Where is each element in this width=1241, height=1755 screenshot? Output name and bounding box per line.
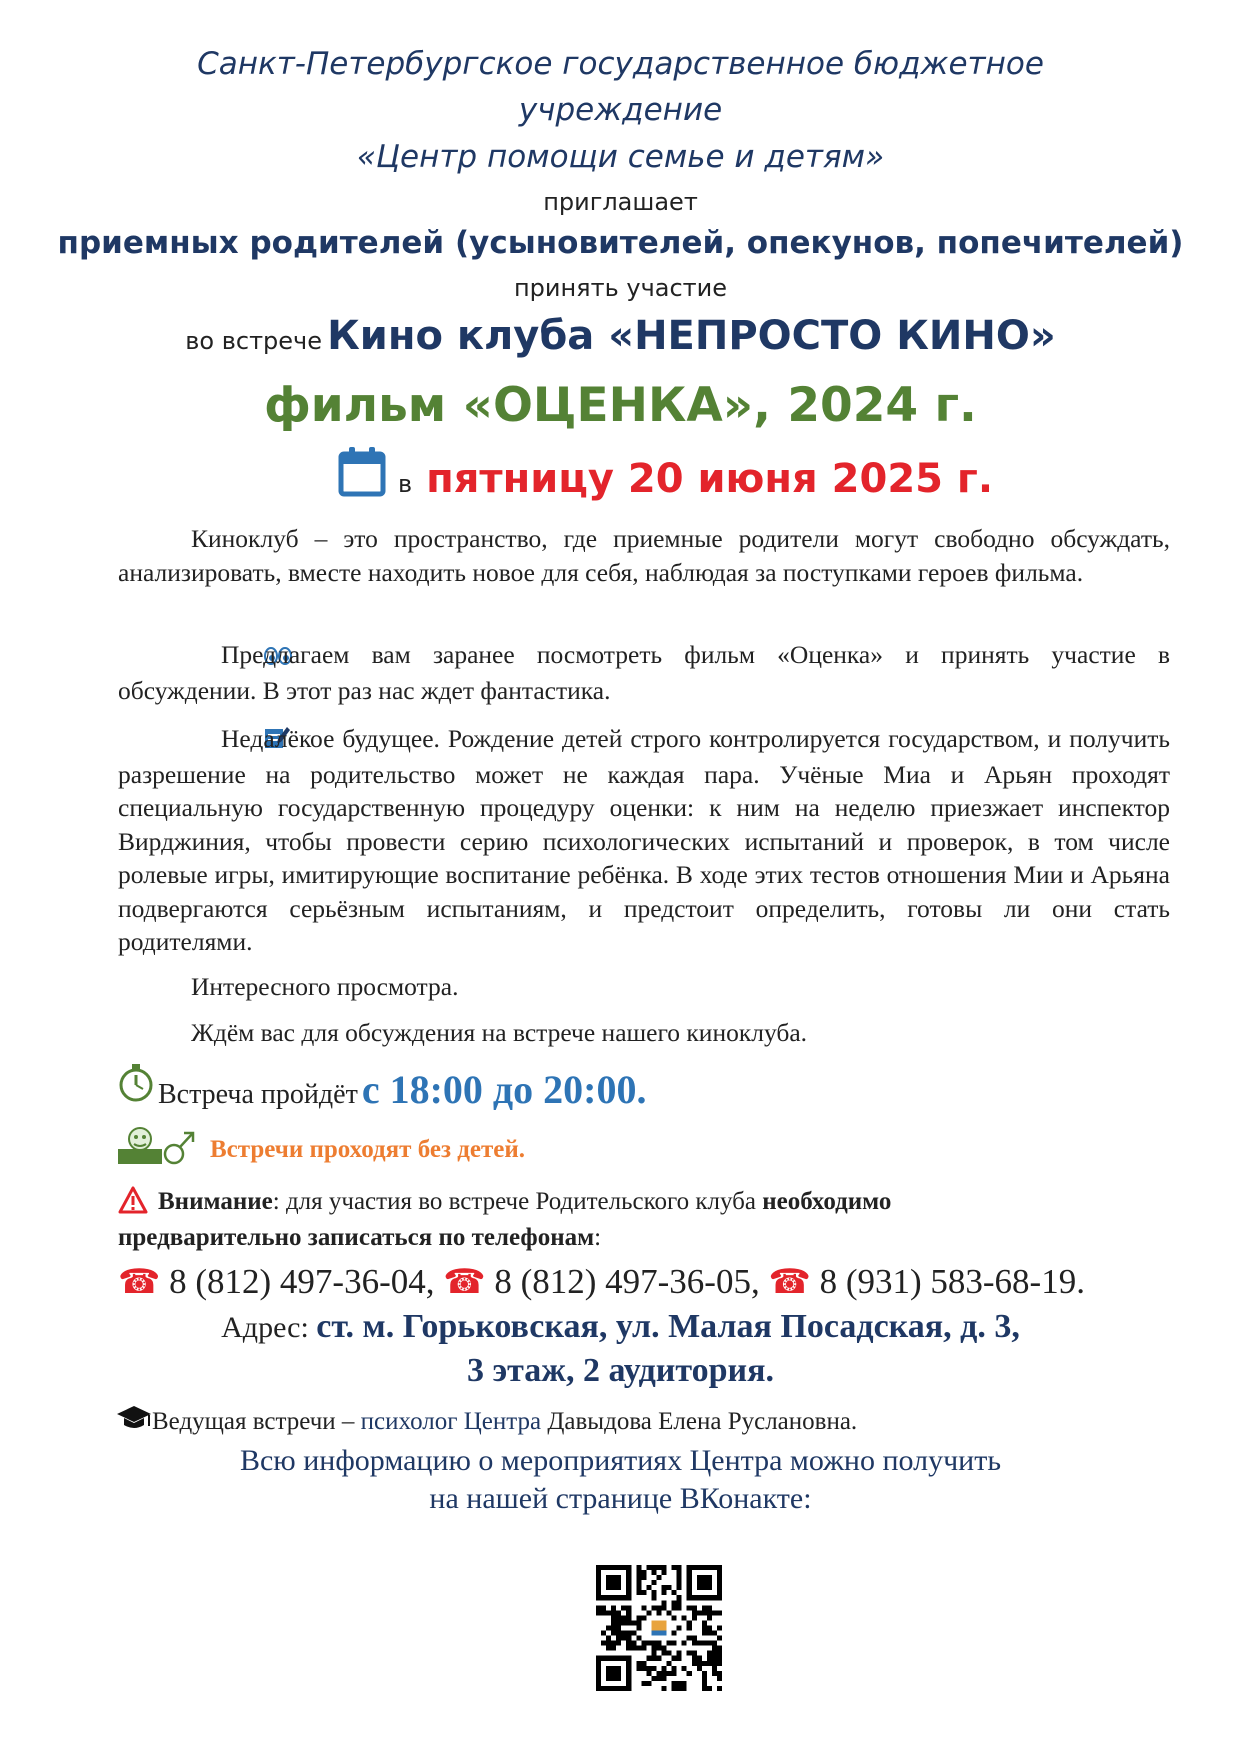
org-line-2: учреждение [518,92,723,128]
address-street: ст. м. Горьковская, ул. Малая Посадская, д. 3, [316,1308,1020,1345]
date-prefix: в [398,470,413,498]
attention-label: Внимание [158,1188,273,1215]
attention-bold-2: предварительно записаться по телефонам [118,1224,595,1251]
schedule-time: с 18:00 до 20:00. [361,1067,647,1112]
club-line [0,313,1241,359]
paragraph-enjoy: Интересного просмотра. [191,972,459,1001]
graduation-cap-icon [116,1404,152,1434]
phone-3[interactable]: 8 (931) 583-68-19. [819,1262,1085,1301]
host-label: Ведущая встречи [152,1408,336,1435]
schedule-prefix: Встреча пройдёт [158,1079,358,1110]
attention-colon: : [594,1224,602,1251]
paragraph-wait: Ждём вас для обсуждения на встрече нашего киноклуба. [191,1018,808,1047]
phone-icon: ☎ [118,1264,161,1301]
footer-line-2: на нашей странице ВКонакте: [429,1482,812,1515]
org-line-1: Санкт-Петербургское государственное бюджетное [197,46,1044,82]
phones-line [118,1262,1085,1302]
attention-bold-1: необходимо [762,1188,892,1215]
host-line [152,1408,857,1436]
attention-line-2 [118,1224,601,1252]
calendar-icon [338,446,386,498]
address-line-2: 3 этаж, 2 аудитория. [466,1352,775,1389]
warning-icon [118,1186,148,1216]
no-children-text: Встречи проходят без детей. [210,1136,526,1163]
eyes-icon [191,640,221,674]
no-children-icon [116,1125,200,1167]
paragraph-intro: Киноклуб – это пространство, где приемные родители могут свободно обсуждать, анализировать, вместе находить новое для себя, наблюдая за поступками героев фильма. [118,524,1170,587]
invite-text: Предлагаем вам заранее посмотреть фильм «Оценка» и принять участие в обсуждении. В этот раз нас ждет фантастика. [118,640,1170,705]
attention-line-1 [158,1188,891,1216]
org-line-3: «Центр помощи семье и детям» [356,139,885,175]
attention-text: : для участия во встрече Родительского клуба [272,1188,763,1215]
host-role: психолог Центра [360,1408,542,1435]
host-dash: – [335,1408,361,1435]
phone-2[interactable]: 8 (812) 497-36-05, [494,1262,760,1301]
invites-text: приглашает [543,188,698,216]
take-part-text: принять участие [513,274,728,302]
phone-icon: ☎ [443,1264,486,1301]
qr-code[interactable] [596,1565,722,1691]
address-label: Адрес: [221,1311,317,1344]
paragraph-plot [118,722,1170,959]
host-name: Давыдова Елена Руслановна. [541,1408,858,1435]
phone-icon: ☎ [768,1264,811,1301]
date-line [398,456,993,502]
meeting-prefix: во встрече [185,327,322,355]
address-line-1 [0,1308,1241,1346]
paragraph-invite [118,638,1170,707]
event-date: пятницу 20 июня 2025 г. [426,456,994,502]
footer-line-1: Всю информацию о мероприятиях Центра можно получить [239,1444,1002,1477]
schedule-line [158,1066,646,1113]
audience-text: приемных родителей (усыновителей, опекунов, попечителей) [57,225,1184,261]
plot-text: Недалёкое будущее. Рождение детей строго контролируется государством, и получить разрешение на родительство может не каждая пара. Учёные Миа и Арьян проходят специальную государственную процедуру оценки: к ним на неделю приезжает инспектор Вирджиния, чтобы провести серию психологических испытаний и проверок, в том числе ролевые игры, имитирующие воспитание ребёнка. В ходе этих тестов отношения Мии и Арьяна подвергаются серьёзным испытаниям, и предстоит определить, готовы ли они стать родителями. [118,724,1170,956]
notepad-icon [191,724,221,758]
film-title: фильм «ОЦЕНКА», 2024 г. [264,378,977,433]
stopwatch-icon [118,1063,154,1103]
phone-1[interactable]: 8 (812) 497-36-04, [169,1262,435,1301]
club-title: Кино клуба «НЕПРОСТО КИНО» [327,313,1056,359]
